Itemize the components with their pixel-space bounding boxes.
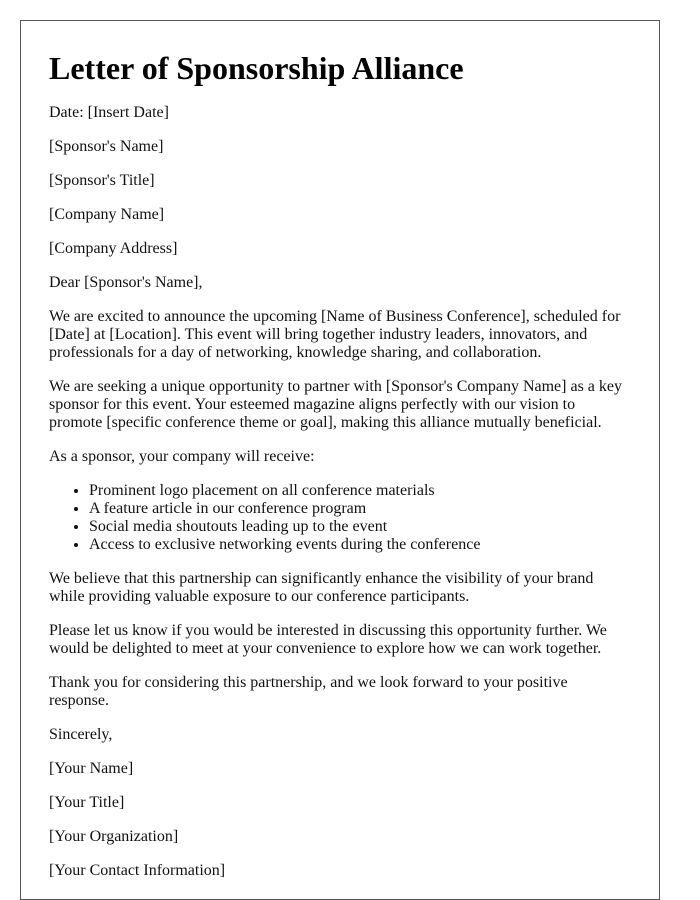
signer-contact: [Your Contact Information] — [49, 862, 226, 879]
letter-page — [20, 20, 660, 900]
signer-organization: [Your Organization] — [49, 828, 179, 845]
sponsor-name: [Sponsor's Name] — [49, 138, 164, 155]
salutation: Dear [Sponsor's Name], — [49, 274, 203, 291]
date-line: Date: [Insert Date] — [49, 104, 169, 121]
paragraph-thanks: Thank you for considering this partnership, and we look forward to your positive response. — [49, 674, 568, 709]
benefits-intro: As a sponsor, your company will receive: — [49, 448, 315, 465]
paragraph-visibility: We believe that this partnership can significantly enhance the visibility of your brand while providing valuable exposure to our conference participants. — [49, 570, 594, 605]
sponsor-title: [Sponsor's Title] — [49, 172, 155, 189]
closing: Sincerely, — [49, 726, 113, 743]
paragraph-meeting: Please let us know if you would be interested in discussing this opportunity further. We would be delighted to meet at your convenience to explore how we can work together. — [49, 622, 607, 657]
signer-title: [Your Title] — [49, 794, 125, 811]
list-item: • Access to exclusive networking events during the conference — [89, 536, 631, 554]
paragraph-intro: We are excited to announce the upcoming [Name of Business Conference], scheduled for [Date] at [Location]. This event will bring together industry leaders, innovators, and professionals for a day of networking, knowledge sharing, and collaboration. — [49, 308, 621, 361]
company-address: [Company Address] — [49, 240, 178, 257]
list-item: • A feature article in our conference program — [89, 500, 631, 518]
signer-name: [Your Name] — [49, 760, 134, 777]
list-item: • Social media shoutouts leading up to the event — [89, 518, 631, 536]
benefits-list — [49, 482, 631, 554]
paragraph-opportunity: We are seeking a unique opportunity to partner with [Sponsor's Company Name] as a key sponsor for this event. Your esteemed magazine aligns perfectly with our vision to promote [specific conference theme or goal], making this alliance mutually beneficial. — [49, 378, 623, 431]
company-name: [Company Name] — [49, 206, 165, 223]
letter-title: Letter of Sponsorship Alliance — [49, 50, 464, 86]
list-item: • Prominent logo placement on all conference materials — [89, 482, 631, 500]
